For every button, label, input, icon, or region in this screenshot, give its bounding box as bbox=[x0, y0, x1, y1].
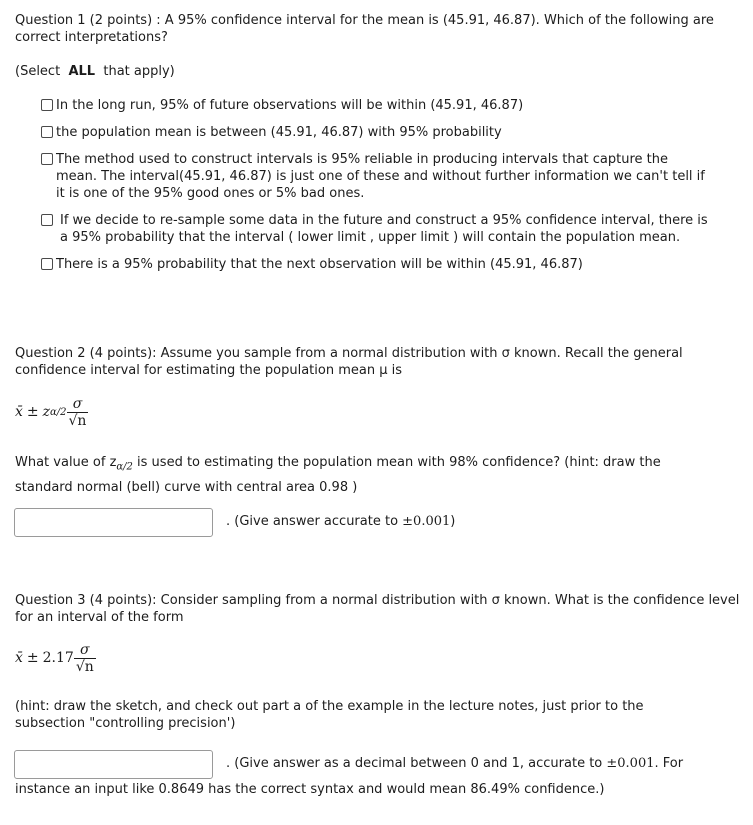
q2-formula: x̄ ± z α/2 $\frac{\sigma}{√n}$ bbox=[15, 395, 87, 429]
q2-answer-input[interactable] bbox=[14, 508, 213, 537]
checkbox[interactable] bbox=[41, 99, 53, 111]
option-label: the population mean is between (45.91, 46.87) with 95% probability bbox=[56, 125, 502, 140]
checkbox[interactable] bbox=[41, 153, 53, 165]
q2-question: What value of $z_{\alpha/2}$ is used to estimating the population mean with 98% confidence? (hint: draw the standard normal (bell) curve with central area 0.98 ) bbox=[15, 455, 661, 495]
q3-formula: x̄ ± 2.17 $\frac{\sigma}{√n}$ bbox=[15, 641, 94, 675]
q1-option-3[interactable] bbox=[41, 151, 713, 202]
checkbox[interactable] bbox=[41, 214, 53, 226]
checkbox[interactable] bbox=[41, 258, 53, 270]
q1-option-4[interactable] bbox=[41, 212, 713, 246]
q1-option-2[interactable] bbox=[41, 124, 721, 141]
option-label: If we decide to re-sample some data in the future and construct a 95% confidence interval, there is a 95% probability that the interval ( lower limit , upper limit ) will contain the population mean. bbox=[60, 213, 708, 245]
q3-answer-input[interactable] bbox=[14, 750, 213, 779]
q3-hint: (hint: draw the sketch, and check out part a of the example in the lecture notes, just prior to the subsection "controlling precision') bbox=[15, 699, 644, 731]
q3-answer-instructions-line2: instance an input like 0.8649 has the correct syntax and would mean 86.49% confidence.) bbox=[15, 782, 605, 797]
q2-answer-hint: . (Give answer accurate to ±0.001) bbox=[226, 514, 456, 529]
sigma-over-sqrt-n: $\frac{\sigma}{√n}$ bbox=[68, 395, 87, 429]
checkbox[interactable] bbox=[41, 126, 53, 138]
q3-intro: Question 3 (4 points): Consider sampling from a normal distribution with σ known. What is the confidence level for an interval of the form bbox=[15, 593, 740, 625]
q1-select-instruction: (Select ALL that apply) bbox=[15, 64, 175, 79]
q1-title: Question 1 (2 points) : A 95% confidence interval for the mean is (45.91, 46.87). Which of the following are correct interpretations? bbox=[15, 13, 714, 45]
q2-intro: Question 2 (4 points): Assume you sample from a normal distribution with σ known. Recall the general confidence interval for estimating the population mean μ is bbox=[15, 346, 683, 378]
option-label: In the long run, 95% of future observations will be within (45.91, 46.87) bbox=[56, 98, 524, 113]
q1-option-1[interactable] bbox=[41, 97, 721, 114]
q1-option-5[interactable] bbox=[41, 256, 721, 273]
q3-answer-instructions: . (Give answer as a decimal between 0 and 1, accurate to ±0.001. For bbox=[226, 756, 684, 771]
option-label: The method used to construct intervals is 95% reliable in producing intervals that capture the mean. The interval(45.91, 46.87) is just one of these and without further information we can't tell if it is one of the 95% good ones or 5% bad ones. bbox=[56, 152, 705, 201]
option-label: There is a 95% probability that the next observation will be within (45.91, 46.87) bbox=[56, 257, 583, 272]
sigma-over-sqrt-n: $\frac{\sigma}{√n}$ bbox=[75, 641, 94, 675]
